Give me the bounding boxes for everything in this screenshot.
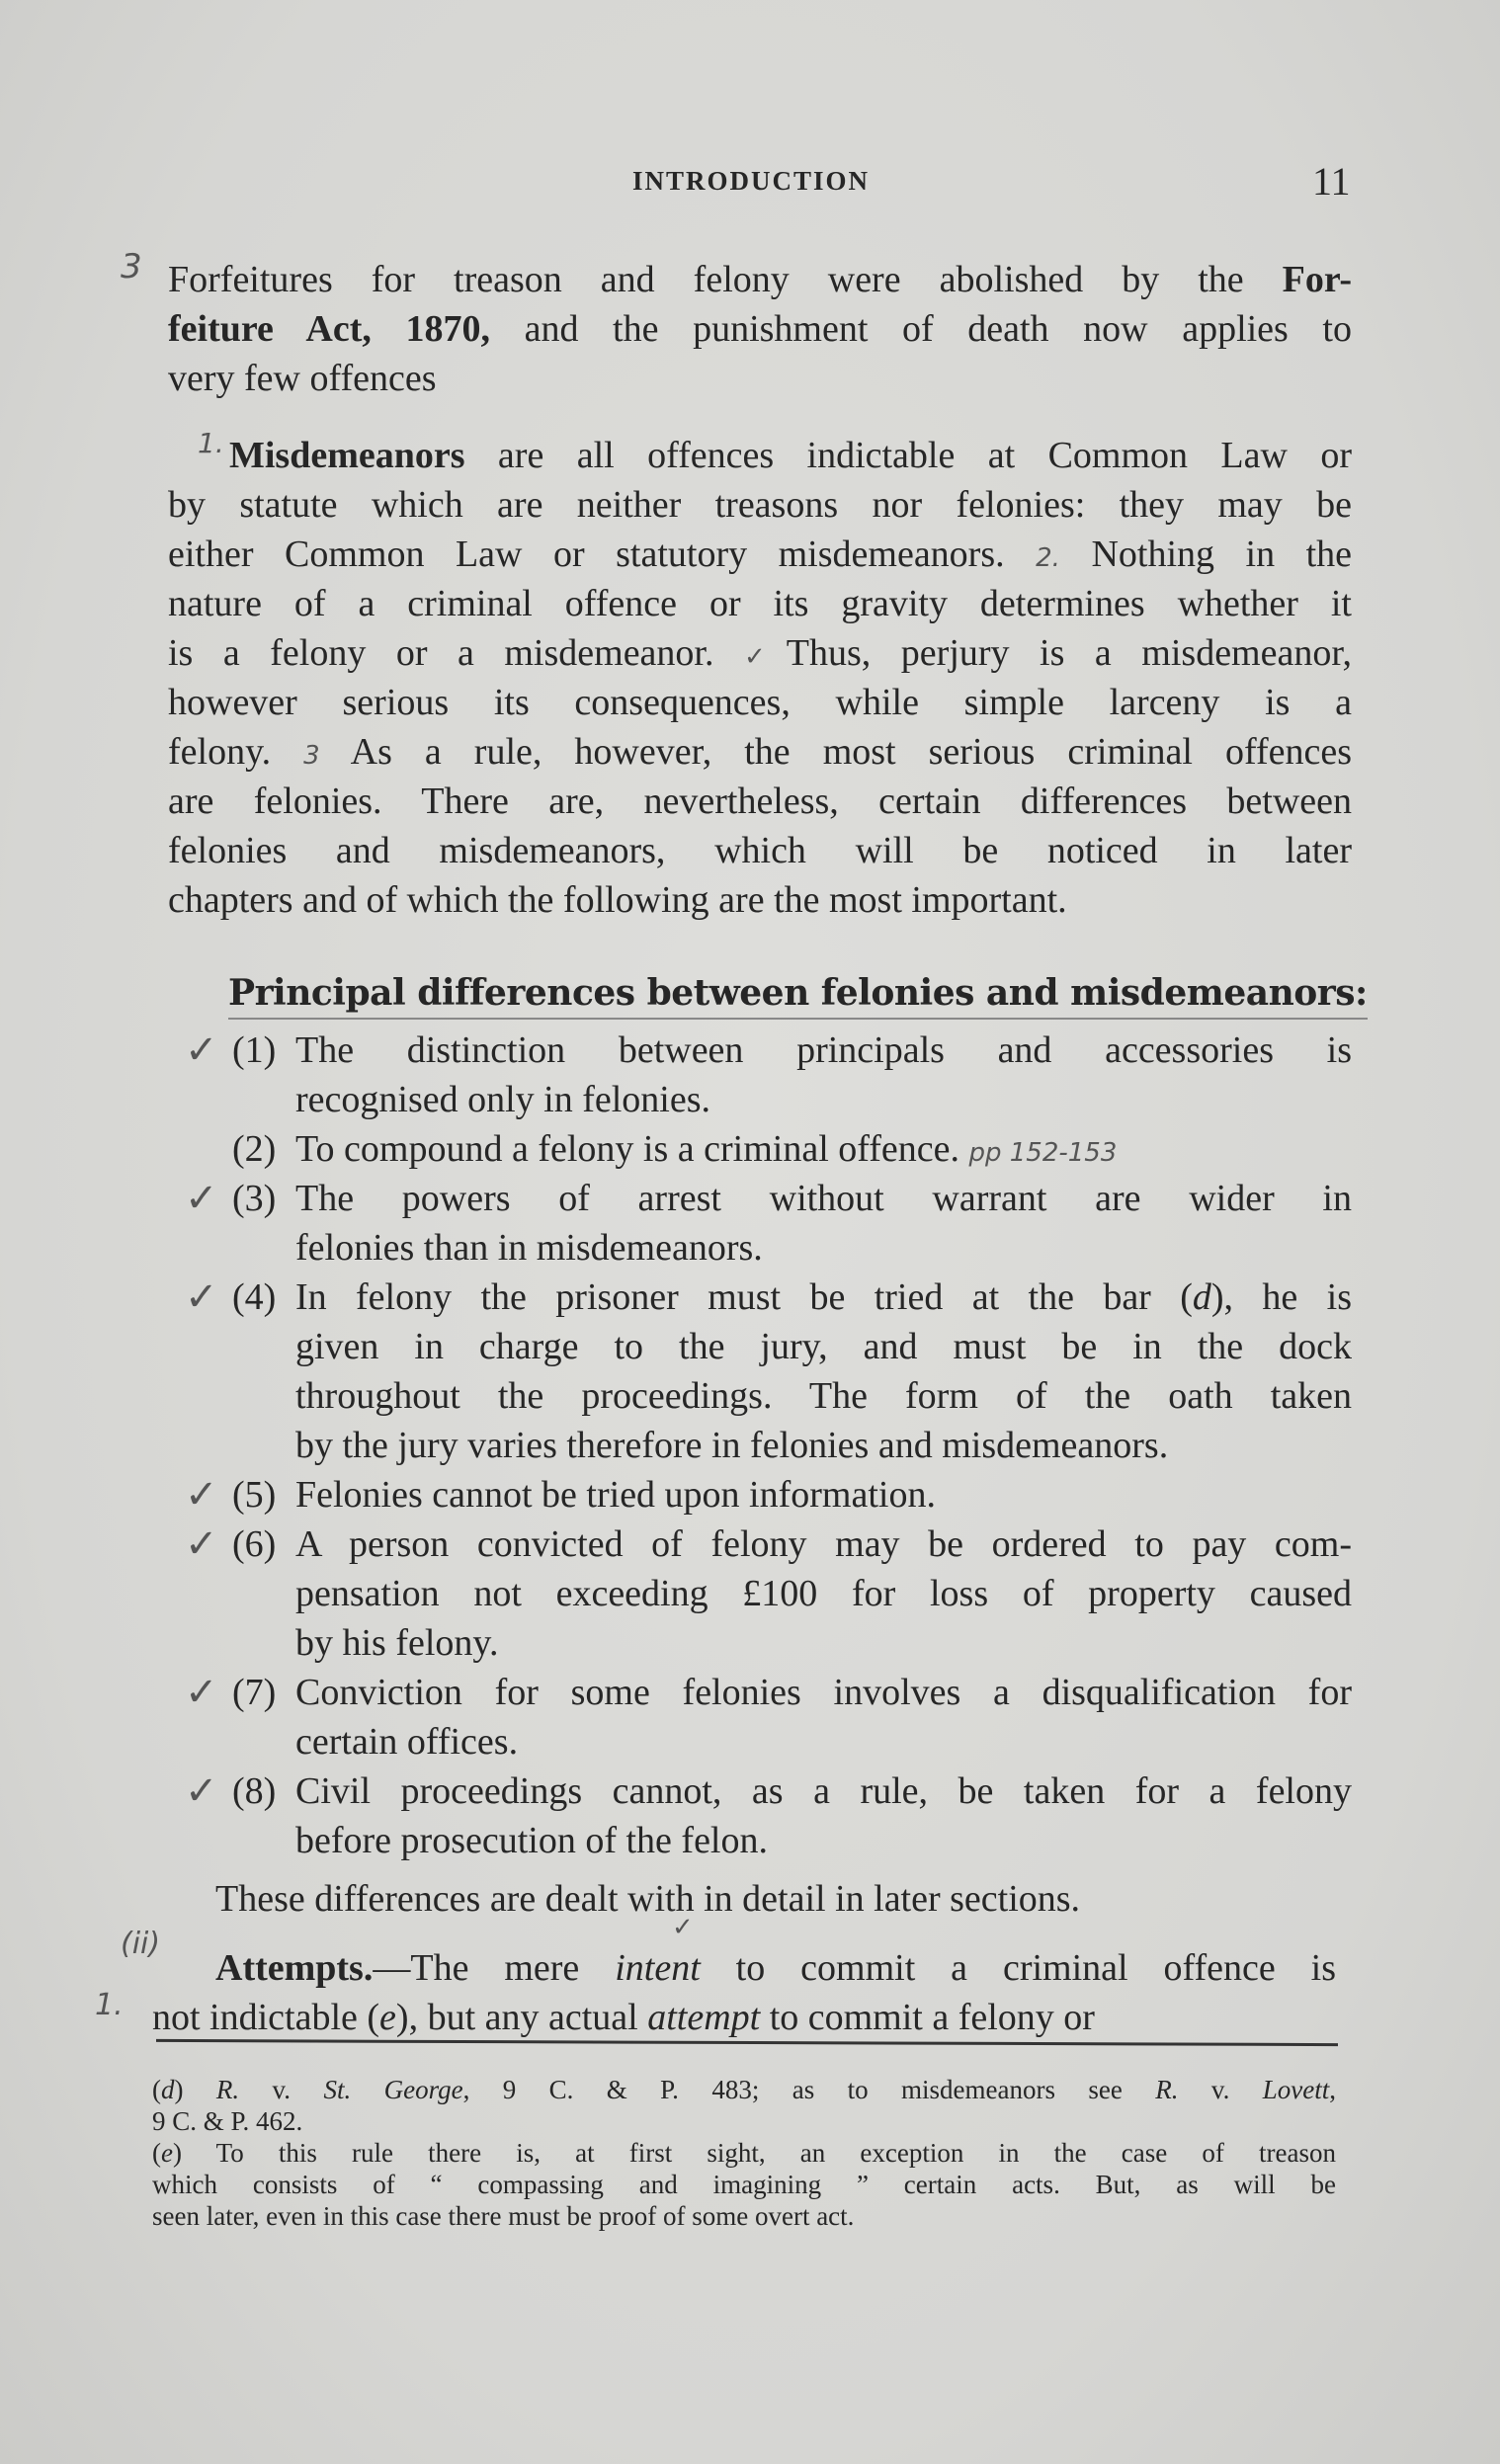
text-run: and the punishment of death now applies to <box>489 308 1352 350</box>
text-line <box>295 1273 1352 1322</box>
text-line <box>168 255 1352 304</box>
text-line <box>168 354 1352 403</box>
footnotes <box>152 2075 1336 2233</box>
handwritten-annotation: ✓ <box>744 642 787 672</box>
text-run: by his felony. <box>295 1622 499 1664</box>
text-run: R. <box>1155 2075 1179 2104</box>
handwritten-annotation: 2. <box>1036 543 1060 573</box>
text-run: pensation not exceeding £100 for loss of property caused <box>295 1573 1352 1614</box>
text-line <box>295 1569 1352 1618</box>
text-run: Conviction for some felonies involves a disqualification for <box>295 1672 1352 1713</box>
text-run: certain offices. <box>295 1721 519 1763</box>
text-line <box>152 2138 1336 2168</box>
text-run: St. George <box>323 2075 463 2104</box>
text-line <box>152 2170 1336 2199</box>
text-line <box>168 727 1352 777</box>
text-line <box>168 777 1352 826</box>
text-line <box>152 2106 1336 2136</box>
text-line <box>168 530 1352 579</box>
paragraph-forfeitures <box>168 255 1352 403</box>
item-number: (1) <box>232 1029 277 1071</box>
item-text <box>295 1519 1352 1668</box>
text-line <box>168 480 1352 530</box>
text-run: ( <box>152 2075 161 2104</box>
text-line <box>295 1371 1352 1421</box>
text-line <box>295 1668 1352 1717</box>
handwritten-section-mark: (ii) <box>121 1927 161 1961</box>
text-run: chapters and of which the following are the most important. <box>168 879 1067 921</box>
text-line <box>295 1124 1352 1174</box>
text-run: , <box>1329 2075 1337 2104</box>
item-number: (3) <box>232 1178 277 1219</box>
text-run: ) To this rule there is, at first sight, an exception in the case of treason <box>172 2138 1336 2168</box>
handwritten-annotation: pp 152-153 <box>968 1138 1118 1168</box>
item-number: (6) <box>232 1523 277 1565</box>
difference-item <box>185 1026 1352 1124</box>
text-run: before prosecution of the felon. <box>295 1820 768 1861</box>
text-run: Misdemeanors <box>229 435 465 476</box>
handwritten-check-icon: ✓ <box>185 1176 218 1221</box>
text-run: attempt <box>647 1997 761 2038</box>
text-run: , 9 C. & P. 483; as to misdemeanors see <box>462 2075 1156 2104</box>
handwritten-margin-number: 1. <box>198 427 224 459</box>
item-text <box>295 1026 1352 1124</box>
text-run: Thus, perjury is a misdemeanor, <box>786 632 1352 674</box>
differences-heading: Principal differences between felonies and misdemeanors: <box>228 968 1368 1020</box>
item-number: (2) <box>232 1128 277 1170</box>
item-text <box>295 1174 1352 1273</box>
item-text <box>295 1668 1352 1766</box>
text-run: is a felony or a misdemeanor. <box>168 632 744 674</box>
text-run: Felonies cannot be tried upon information. <box>295 1474 936 1516</box>
closing-sentence <box>215 1874 1342 1924</box>
text-run: Forfeitures for treason and felony were abolished by the <box>168 259 1283 300</box>
item-text <box>295 1766 1352 1865</box>
text-run: The distinction between principals and accessories is <box>295 1029 1352 1071</box>
text-run: however serious its consequences, while simple larceny is a <box>168 682 1352 723</box>
text-run: nature of a criminal offence or its gravity determines whether it <box>168 583 1352 624</box>
text-run: d <box>1192 1276 1211 1318</box>
handwritten-check-icon: ✓ <box>185 1521 218 1567</box>
difference-item <box>185 1174 1352 1273</box>
text-run: R. <box>215 2075 240 2104</box>
text-run: are all offences indictable at Common Law or <box>464 435 1352 476</box>
text-run: to commit a felony or <box>760 1997 1095 2038</box>
text-run: For- <box>1282 259 1352 300</box>
item-number: (7) <box>232 1672 277 1713</box>
text-run: ), but any actual <box>395 1997 648 2038</box>
item-number: (4) <box>232 1276 277 1318</box>
text-run: v. <box>239 2075 324 2104</box>
text-line <box>152 1993 1336 2042</box>
handwritten-check-icon: ✓ <box>185 1670 218 1715</box>
text-run: e <box>161 2138 173 2168</box>
text-run: Attempts. <box>215 1947 374 1989</box>
text-line <box>168 628 1352 678</box>
text-run: felonies than in misdemeanors. <box>295 1227 763 1269</box>
item-text <box>295 1273 1352 1470</box>
handwritten-check-icon: ✓ <box>185 1027 218 1073</box>
text-run: ( <box>152 2138 161 2168</box>
text-run: by statute which are neither treasons nor felonies: they may be <box>168 484 1352 526</box>
text-line <box>295 1026 1352 1075</box>
text-line <box>295 1766 1352 1816</box>
text-run: To compound a felony is a criminal offence. <box>295 1128 969 1170</box>
text-run: A person convicted of felony may be ordered to pay com- <box>295 1523 1352 1565</box>
text-run: The powers of arrest without warrant are wider in <box>295 1178 1352 1219</box>
text-run: d <box>161 2075 175 2104</box>
text-line <box>295 1421 1352 1470</box>
difference-item <box>185 1470 1352 1519</box>
text-run: 9 C. & P. 462. <box>152 2106 303 2136</box>
text-line <box>168 678 1352 727</box>
handwritten-check-icon: ✓ <box>185 1472 218 1518</box>
text-run: not indictable ( <box>152 1997 380 2038</box>
difference-item <box>232 1124 1352 1174</box>
handwritten-check-icon: ✓ <box>672 1913 694 1942</box>
difference-item <box>185 1766 1352 1865</box>
paragraph-misdemeanors <box>168 431 1352 925</box>
text-line <box>295 1223 1352 1273</box>
text-run: which consists of “ compassing and imagining ” certain acts. But, as will be <box>152 2170 1336 2199</box>
handwritten-margin-number: 3 <box>121 247 142 287</box>
text-line <box>295 1519 1352 1569</box>
text-run: felonies and misdemeanors, which will be noticed in later <box>168 830 1352 871</box>
paragraph-attempts <box>152 1943 1336 2042</box>
text-run: intent <box>615 1947 701 1989</box>
text-line <box>295 1618 1352 1668</box>
page-number: 11 <box>1312 159 1351 204</box>
text-run: —The mere <box>373 1947 616 1989</box>
running-header: INTRODUCTION <box>632 166 871 196</box>
difference-item <box>185 1668 1352 1766</box>
item-number: (8) <box>232 1770 277 1812</box>
handwritten-annotation: 3 <box>303 741 320 771</box>
text-run: recognised only in felonies. <box>295 1079 711 1120</box>
text-run: felony. <box>168 731 304 773</box>
text-line <box>295 1717 1352 1766</box>
text-run: given in charge to the jury, and must be in the dock <box>295 1326 1352 1367</box>
handwritten-check-icon: ✓ <box>185 1274 218 1320</box>
text-line <box>168 304 1352 354</box>
text-run: feiture Act, 1870, <box>168 308 490 350</box>
text-line <box>295 1075 1352 1124</box>
difference-item <box>185 1519 1352 1668</box>
text-line <box>168 875 1352 925</box>
text-line <box>152 2075 1336 2104</box>
text-run: In felony the prisoner must be tried at the bar ( <box>295 1276 1193 1318</box>
text-run: v. <box>1178 2075 1263 2104</box>
text-line <box>152 1943 1336 1993</box>
text-run: either Common Law or statutory misdemeanors. <box>168 534 1037 575</box>
text-line <box>295 1470 1352 1519</box>
text-run: Civil proceedings cannot, as a rule, be taken for a felony <box>295 1770 1352 1812</box>
text-run: very few offences <box>168 358 437 399</box>
text-line <box>295 1322 1352 1371</box>
text-line <box>168 579 1352 628</box>
text-line <box>152 2201 1336 2231</box>
text-run: ), he is <box>1210 1276 1352 1318</box>
text-line <box>295 1816 1352 1865</box>
text-run: Lovett <box>1262 2075 1330 2104</box>
handwritten-margin-number: 1. <box>95 1988 124 2022</box>
item-number: (5) <box>232 1474 277 1516</box>
item-text <box>295 1470 1352 1519</box>
text-run: Nothing in the <box>1059 534 1352 575</box>
text-line: These differences are dealt with in detail in later sections. <box>215 1878 1081 1920</box>
item-text <box>295 1124 1352 1174</box>
text-run: throughout the proceedings. The form of the oath taken <box>295 1375 1352 1417</box>
text-run: As a rule, however, the most serious criminal offences <box>319 731 1352 773</box>
difference-item <box>185 1273 1352 1470</box>
text-run: by the jury varies therefore in felonies and misdemeanors. <box>295 1425 1169 1466</box>
text-line <box>168 826 1352 875</box>
text-run: ) <box>174 2075 216 2104</box>
text-line <box>295 1174 1352 1223</box>
text-run: e <box>379 1997 396 2038</box>
handwritten-check-icon: ✓ <box>185 1768 218 1814</box>
text-run: seen later, even in this case there must be proof of some overt act. <box>152 2201 855 2231</box>
text-run: are felonies. There are, nevertheless, certain differences between <box>168 780 1352 822</box>
text-line <box>168 431 1352 480</box>
text-run: to commit a criminal offence is <box>700 1947 1336 1989</box>
